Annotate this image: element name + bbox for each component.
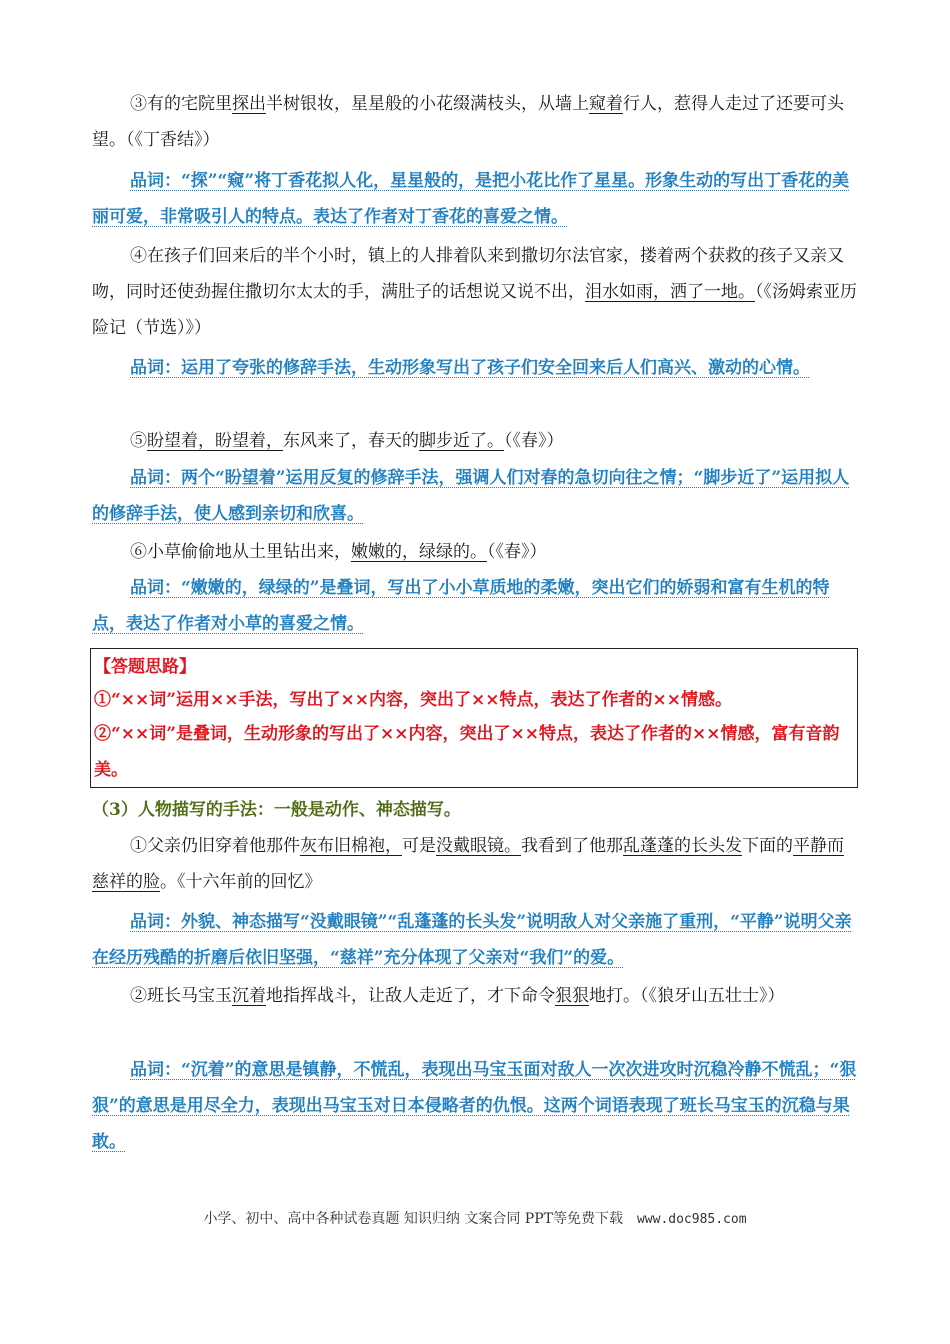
text: 地指挥战斗，让敌人走近了，才下命令 [266,986,555,1006]
example-paragraph-person-2 [92,978,860,1014]
text: 我看到了他那 [521,836,623,856]
text: （《汤姆索亚历险记（节选）》） [92,282,857,338]
text: ②班长马宝玉 [130,986,232,1006]
page-footer [0,1208,950,1228]
tips-line-2: ②“××词”是叠词，生动形象的写出了××内容，突出了××特点，表达了作者的××情感，富有音韵美。 [94,724,840,780]
underlined-phrase: 盼望着，盼望着， [147,431,283,451]
underlined-word: 沉着 [232,986,266,1006]
comment-paragraph-person-1 [92,904,860,976]
example-paragraph-person-1 [92,828,860,900]
underlined-word: 窥着 [589,94,623,114]
text: （《春》） [504,431,564,451]
text: ④在孩子们回来后的半个小时，镇上的人排着队来到撒切尔法官家，搂着两个获救的孩子又亲又吻，同时还使劲握住撒切尔太太的手，满肚子的话想说又说不出， [92,246,844,302]
section-heading: （3）人物描写的手法：一般是动作、神态描写。 [92,800,461,820]
example-paragraph-4 [92,238,860,346]
example-paragraph-6 [92,534,860,570]
text: 行人，惹得人走过了还要可头望。（《丁香结》） [92,94,844,150]
example-paragraph-5 [92,423,860,459]
footer-link[interactable]: www.doc985.com [636,1212,747,1227]
comment-paragraph-4 [92,350,860,386]
comment-text: 品词：“嫩嫩的，绿绿的”是叠词，写出了小小草质地的柔嫩，突出它们的娇弱和富有生机的特点，表达了作者对小草的喜爱之情。 [92,578,830,634]
text: ⑤ [130,431,147,451]
text: 地打。（《狼牙山五壮士》） [589,986,785,1006]
underlined-phrase: 泪水如雨，洒了一地。 [585,282,755,302]
comment-paragraph-6 [92,570,860,642]
comment-paragraph-person-2 [92,1052,860,1160]
text: 下面的 [742,836,793,856]
footer-text: 小学、初中、高中各种试卷真题 知识归纳 文案合同 PPT等免费下载 [203,1211,623,1227]
underlined-phrase: 没戴眼镜。 [436,836,521,856]
tips-line-1: ①“××词”运用××手法，写出了××内容，突出了××特点，表达了作者的××情感。 [94,690,732,710]
answer-tips-box [90,648,858,788]
text: 可是 [402,836,436,856]
text: ⑥小草偷偷地从土里钻出来， [130,542,351,562]
text: ①父亲仍旧穿着他那件 [130,836,300,856]
underlined-phrase: 嫩嫩的，绿绿的。 [351,542,487,562]
tips-title: 【答题思路】 [94,657,196,677]
comment-text: 品词：外貌、神态描写“没戴眼镜”“乱蓬蓬的长头发”说明敌人对父亲施了重刑，“平静”说明父亲在经历残酷的折磨后依旧坚强，“慈祥”充分体现了父亲对“我们”的爱。 [92,912,852,968]
text: 。《十六年前的回忆》 [160,872,322,892]
comment-text: 品词：两个“盼望着”运用反复的修辞手法，强调人们对春的急切向往之情；“脚步近了”运用拟人的修辞手法，使人感到亲切和欣喜。 [92,468,850,524]
comment-text: 品词：运用了夸张的修辞手法，生动形象写出了孩子们安全回来后人们高兴、激动的心情。 [130,358,810,378]
text: 半树银妆，星星般的小花缀满枝头，从墙上 [266,94,589,114]
underlined-word: 探出 [232,94,266,114]
text: ③有的宅院里 [130,94,232,114]
text: 东风来了，春天的 [283,431,419,451]
underlined-phrase: 平静而慈祥的脸 [92,836,844,892]
comment-text: 品词：“探”“窥”将丁香花拟人化，星星般的，是把小花比作了星星。形象生动的写出丁香花的美丽可爱，非常吸引人的特点。表达了作者对丁香花的喜爱之情。 [92,171,850,227]
text: （《春》） [487,542,547,562]
underlined-phrase: 脚步近了。 [419,431,504,451]
underlined-phrase: 乱蓬蓬的长头发 [623,836,742,856]
underlined-phrase: 灰布旧棉袍， [300,836,402,856]
example-paragraph-3 [92,86,860,158]
underlined-word: 狠狠 [555,986,589,1006]
comment-text: 品词：“沉着”的意思是镇静，不慌乱，表现出马宝玉面对敌人一次次进攻时沉稳冷静不慌乱；“狠狠”的意思是用尽全力，表现出马宝玉对日本侵略者的仇恨。这两个词语表现了班长马宝玉的沉稳与果敢。 [92,1060,857,1152]
comment-paragraph-3 [92,163,860,235]
comment-paragraph-5 [92,460,860,532]
